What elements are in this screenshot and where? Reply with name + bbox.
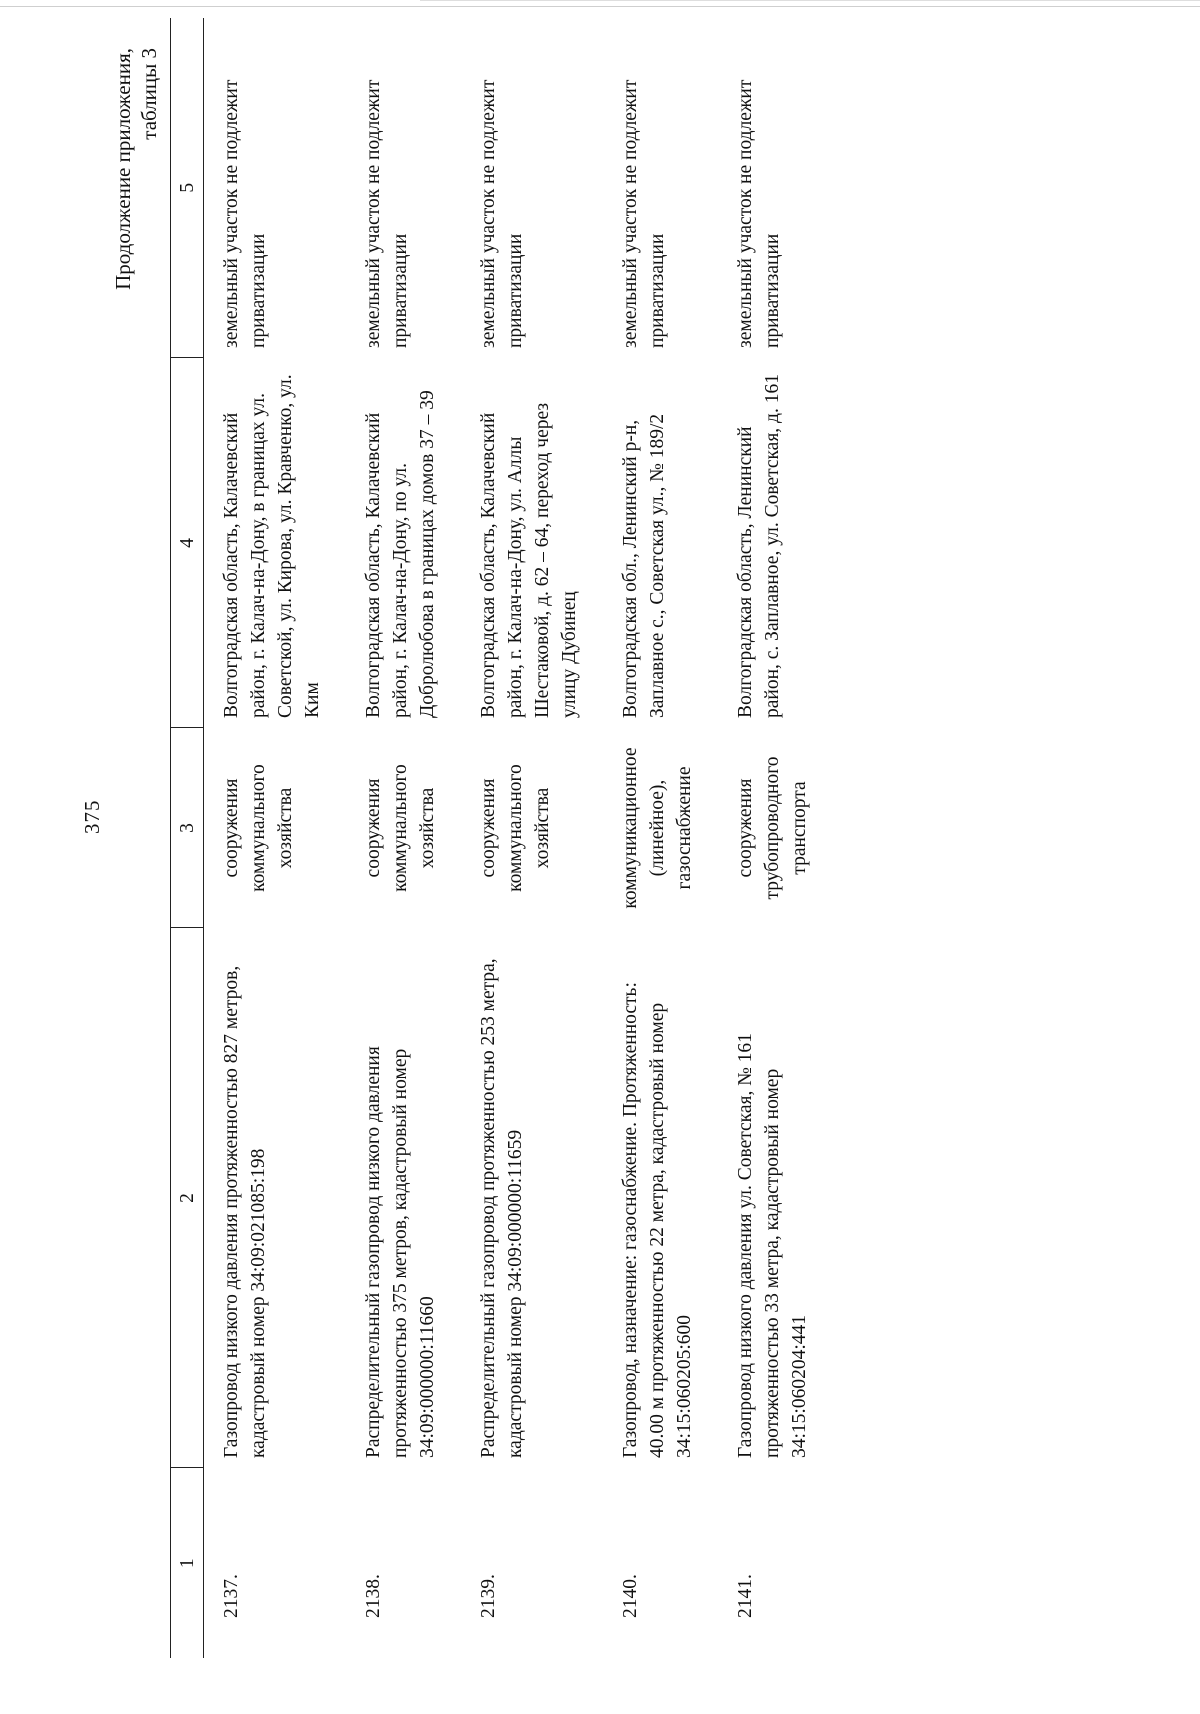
column-header: 3 bbox=[171, 728, 204, 928]
property-table bbox=[170, 18, 837, 1658]
object-name: Распределительный газопровод низкого давления протяженностью 375 метров, кадастровый номер 34:09:000000:11660 bbox=[363, 1046, 438, 1458]
continuation-line-2: таблицы 3 bbox=[137, 48, 161, 140]
continuation-note bbox=[110, 48, 162, 290]
object-note: земельный участок не подлежит приватизации bbox=[735, 79, 783, 348]
object-name: Газопровод низкого давления ул. Советская, № 161 протяженностью 33 метра, кадастровый номер 34:15:060204:441 bbox=[735, 1033, 810, 1458]
row-number: 2137. bbox=[221, 1574, 242, 1618]
table-row bbox=[350, 18, 465, 1658]
object-address: Волгоградская область, Калачевский район, г. Калач-на-Дону, по ул. Добролюбова в границах домов 37 – 39 bbox=[363, 390, 438, 718]
table-row bbox=[722, 18, 837, 1658]
object-note: земельный участок не подлежит приватизации bbox=[478, 79, 526, 348]
object-type: коммуникационное (линейное), газоснабжение bbox=[620, 747, 695, 909]
column-header: 2 bbox=[171, 928, 204, 1468]
object-type: сооружения коммунального хозяйства bbox=[221, 764, 296, 892]
object-note: земельный участок не подлежит приватизации bbox=[363, 79, 411, 348]
object-address: Волгоградская область, Калачевский район, г. Калач-на-Дону, ул. Аллы Шестаковой, д. 62 – 64, переход через улицу Дубинец bbox=[478, 402, 580, 718]
object-name: Газопровод низкого давления протяженностью 827 метров, кадастровый номер 34:09:021085:198 bbox=[221, 965, 269, 1458]
row-number: 2139. bbox=[478, 1574, 499, 1618]
continuation-line-1: Продолжение приложения, bbox=[111, 48, 135, 290]
object-note: земельный участок не подлежит приватизации bbox=[221, 79, 269, 348]
object-type: сооружения коммунального хозяйства bbox=[363, 764, 438, 892]
object-type: сооружения коммунального хозяйства bbox=[478, 764, 553, 892]
object-name: Распределительный газопровод протяженностью 253 метра, кадастровый номер 34:09:000000:11659 bbox=[478, 958, 526, 1458]
table-row bbox=[204, 18, 351, 1658]
object-name: Газопровод, назначение: газоснабжение. Протяженность: 40.00 м протяженностью 22 метра, кадастровый номер 34:15:060205:600 bbox=[620, 982, 695, 1458]
table-row bbox=[607, 18, 722, 1658]
object-address: Волгоградская область, Ленинский район, с. Заплавное, ул. Советская, д. 161 bbox=[735, 374, 783, 718]
column-header: 4 bbox=[171, 358, 204, 728]
row-number: 2140. bbox=[620, 1574, 641, 1618]
table-header-row bbox=[171, 18, 204, 1658]
page-number: 375 bbox=[80, 799, 104, 834]
table-row bbox=[465, 18, 607, 1658]
object-note: земельный участок не подлежит приватизации bbox=[620, 79, 668, 348]
object-type: сооружения трубопроводного транспорта bbox=[735, 756, 810, 900]
object-address: Волгоградская область, Калачевский район, г. Калач-на-Дону, в границах ул. Советской, ул. Кирова, ул. Кравченко, ул. Ким bbox=[221, 374, 323, 718]
row-number: 2138. bbox=[363, 1574, 384, 1618]
column-header: 5 bbox=[171, 18, 204, 358]
column-header: 1 bbox=[171, 1468, 204, 1658]
object-address: Волгоградская обл., Ленинский р-н, Заплавное с., Советская ул., № 189/2 bbox=[620, 413, 668, 718]
row-number: 2141. bbox=[735, 1574, 756, 1618]
